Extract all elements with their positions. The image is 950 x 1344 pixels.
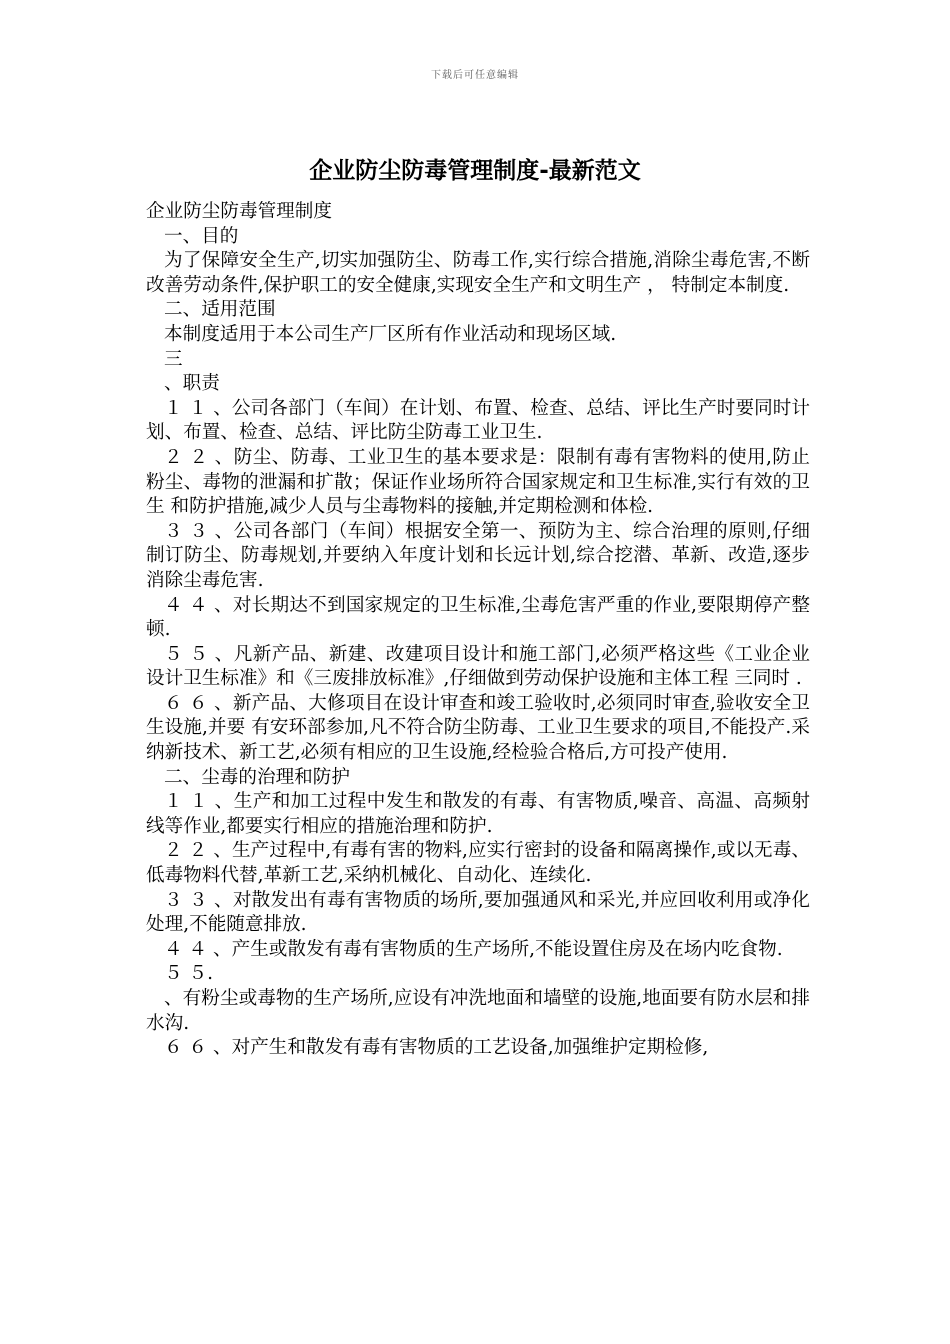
list-item: １ １ 、公司各部门（车间）在计划、布置、检查、总结、评比生产时要同时计划、布置、检查、总结、评比防尘防毒工业卫生. [146, 397, 810, 444]
section-heading-purpose: 一、目的 [164, 225, 239, 247]
list-item: ２ ２ 、生产过程中,有毒有害的物料,应实行密封的设备和隔离操作,或以无毒、低毒物料代替,革新工艺,采纳机械化、自动化、连续化. [146, 840, 810, 887]
section-heading-duties: 、职责 [164, 373, 220, 395]
list-item: ３ ３ 、对散发出有毒有害物质的场所,要加强通风和采光,并应回收利用或净化处理,不能随意排放. [146, 889, 810, 936]
paragraph: 为了保障安全生产,切实加强防尘、防毒工作,实行综合措施,消除尘毒危害,不断改善劳动条件,保护职工的安全健康,实现安全生产和文明生产 ， 特制定本制度. [146, 250, 810, 296]
document-title: 企业防尘防毒管理制度-最新范文 [309, 158, 641, 184]
list-item: ２ ２ 、防尘、防毒、工业卫生的基本要求是：限制有毒有害物料的使用,防止粉尘、毒物的泄漏和扩散；保证作业场所符合国家规定和卫生标准,实行有效的卫生 和防护措施,减少人员与尘毒物料的接触,并定期检测和体检. [146, 446, 810, 518]
section-number: 三 [164, 348, 183, 370]
list-item: ３ ３ 、公司各部门（车间）根据安全第一、预防为主、综合治理的原则,仔细制订防尘、防毒规划,并要纳入年度计划和长远计划,综合挖潜、革新、改造,逐步消除尘毒危害. [146, 520, 810, 591]
section-heading-scope: 二、适用范围 [164, 299, 276, 321]
list-item: ４ ４ 、对长期达不到国家规定的卫生标准,尘毒危害严重的作业,要限期停产整顿. [146, 594, 810, 641]
list-item: １ １ 、生产和加工过程中发生和散发的有毒、有害物质,噪音、高温、高频射线等作业,都要实行相应的措施治理和防护. [146, 791, 810, 837]
section-heading-control: 二、尘毒的治理和防护 [164, 766, 350, 788]
list-item: ６ ６ 、对产生和散发有毒有害物质的工艺设备,加强维护定期检修, [164, 1037, 709, 1059]
list-item: 、有粉尘或毒物的生产场所,应设有冲洗地面和墙壁的设施,地面要有防水层和排水沟. [146, 988, 810, 1034]
paragraph: 本制度适用于本公司生产厂区所有作业活动和现场区域. [164, 323, 617, 345]
paragraph: 企业防尘防毒管理制度 [146, 201, 332, 222]
list-item: ５ ５ 、凡新产品、新建、改建项目设计和施工部门,必须严格这些《工业企业设计卫生标准》和《三废排放标准》,仔细做到劳动保护设施和主体工程 三同时 . [146, 643, 810, 690]
list-item: ６ ６ 、新产品、大修项目在设计审查和竣工验收时,必须同时审查,验收安全卫生设施,并要 有安环部参加,凡不符合防尘防毒、工业卫生要求的项目,不能投产.采纳新技术、新工艺,必须有相应的卫生设施,经检验合格后,方可投产使用. [146, 692, 810, 764]
document-body [146, 200, 810, 1061]
page-header-note: 下载后可任意编辑 [431, 70, 519, 81]
list-item: ４ ４ 、产生或散发有毒有害物质的生产场所,不能设置住房及在场内吃食物. [164, 938, 783, 960]
list-item-number: ５ ５. [164, 963, 214, 985]
